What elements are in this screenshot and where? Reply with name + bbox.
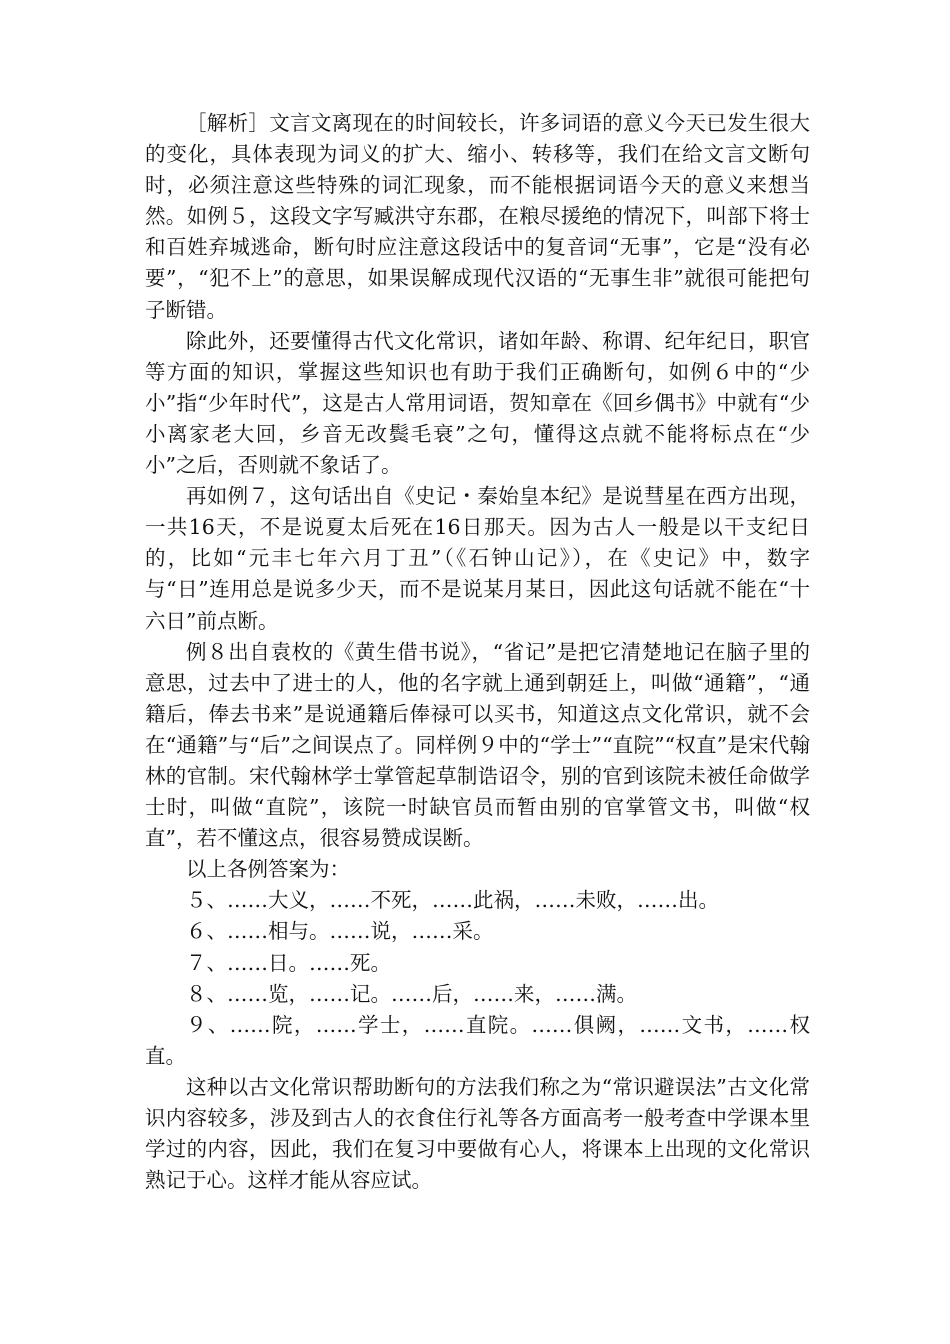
document-body <box>145 108 810 1196</box>
paragraph-closing: 这种以古文化常识帮助断句的方法我们称之为“常识避误法”古文化常识内容较多，涉及到古人的衣食住行礼等各方面高考一般考查中学课本里学过的内容，因此，我们在复习中要做有心人，将课本上出现的文化常识熟记于心。这样才能从容应试。 <box>145 1074 810 1193</box>
answer-item: ６、……相与。……说，……采。 <box>186 919 494 944</box>
answers-intro: 以上各例答案为： <box>186 857 350 882</box>
paragraph-analysis: ［解析］文言文离现在的时间较长，许多词语的意义今天已发生很大的变化，具体表现为词义的扩大、缩小、转移等，我们在给文言文断句时，必须注意这些特殊的词汇现象，而不能根据词语今天的意义来想当然。如例５，这段文字写臧洪守东郡，在粮尽援绝的情况下，叫部下将士和百姓弃城逃命，断句时应注意这段话中的复音词“无事”，它是“没有必要”，“犯不上”的意思，如果误解成现代汉语的“无事生非”就很可能把句子断错。 <box>145 111 810 322</box>
paragraph-cultural-knowledge: 除此外，还要懂得古代文化常识，诸如年龄、称谓、纪年纪日，职官等方面的知识，掌握这些知识也有助于我们正确断句，如例６中的“少小”指“少年时代”，这是古人常用词语，贺知章在《回乡偶书》中就有“少小离家老大回，乡音无改鬓毛衰”之句，懂得这点就不能将标点在“少小”之后，否则就不象话了。 <box>145 328 810 478</box>
answer-item: ５、……大义，……不死，……此祸，……未败，……出。 <box>186 888 719 913</box>
answer-item: ８、……览，……记。……后，……来，……满。 <box>186 981 637 1006</box>
paragraph-example-8-9: 例８出自袁枚的《黄生借书说》，“省记”是把它清楚地记在脑子里的意思，过去中了进士的人，他的名字就上通到朝廷上，叫做“通籍”，“通籍后，俸去书来”是说通籍后俸禄可以买书，知道这点文化常识，就不会在“通籍”与“后”之间误点了。同样例９中的“学士”“直院”“权直”是宋代翰林的官制。宋代翰林学士掌管起草制诰诏令，别的官到该院未被任命做学士时，叫做“直院”，该院一时缺官员而暂由别的官掌管文书，叫做“权直”，若不懂这点，很容易赞成误断。 <box>145 639 810 851</box>
answer-item: ７、……日。……死。 <box>186 950 391 975</box>
answer-item: ９、……院，……学士，……直院。……俱阙，……文书，……权直。 <box>145 1012 810 1068</box>
paragraph-example-7: 再如例７，这句话出自《史记・秦始皇本纪》是说彗星在西方出现，一共16天，不是说夏太后死在16日那天。因为古人一般是以干支纪日的，比如“元丰七年六月丁丑”（《石钟山记》），在《史记》中，数字与“日”连用总是说多少天，而不是说某月某日，因此这句话就不能在“十六日”前点断。 <box>145 484 810 633</box>
